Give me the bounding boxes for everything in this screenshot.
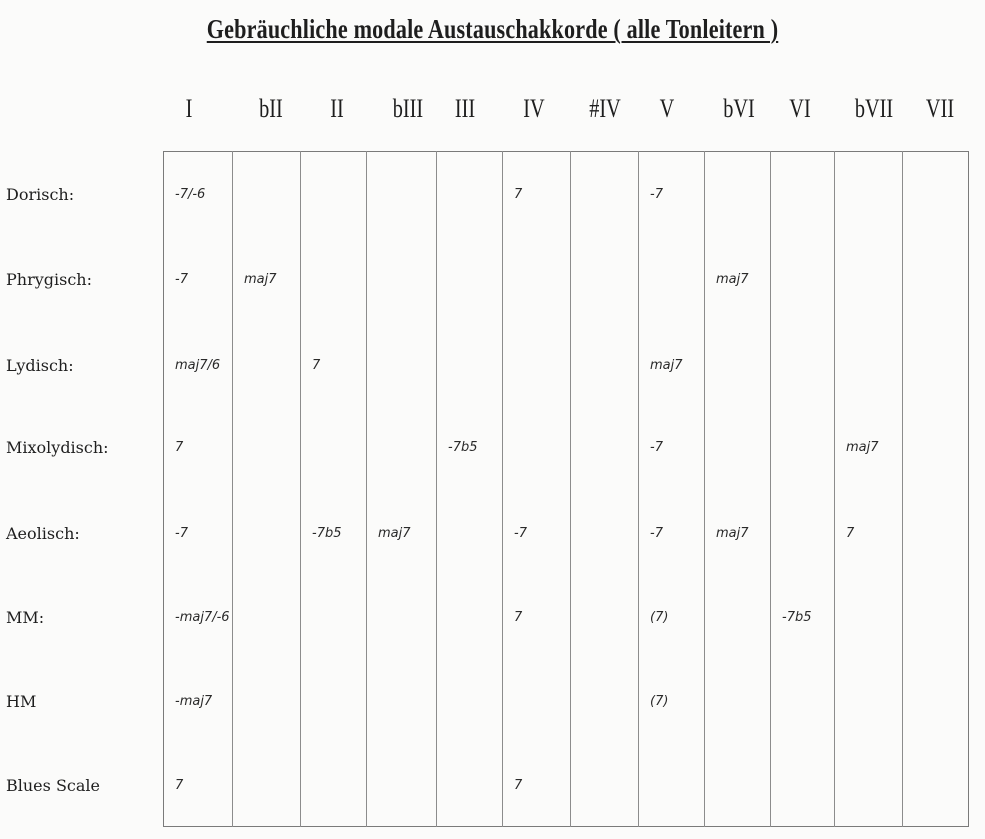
column-header: #IV [589,94,621,123]
column-divider [366,151,367,827]
column-divider [232,151,233,827]
chord-cell: maj7 [716,526,749,541]
column-divider [300,151,301,827]
chord-cell: -7 [175,526,188,541]
chord-cell: maj7 [846,440,879,455]
column-header: bVII [854,94,894,123]
column-header: V [659,94,675,123]
column-divider [834,151,835,827]
column-divider [436,151,437,827]
chord-cell: maj7 [378,526,411,541]
chord-cell: -7 [175,272,188,287]
column-header: IV [523,94,545,123]
chord-table [163,151,969,827]
row-label: Phrygisch: [6,270,92,289]
chord-cell: maj7 [716,272,749,287]
chord-cell: -7b5 [448,440,478,455]
chord-cell: maj7 [244,272,277,287]
column-header: I [185,94,193,123]
chord-cell: 7 [514,778,523,793]
column-divider [570,151,571,827]
chord-cell: -7 [650,440,663,455]
column-header: VI [789,94,811,123]
chord-cell: -7 [650,526,663,541]
row-label: MM: [6,608,45,627]
chord-cell: -maj7/-6 [175,610,230,625]
row-label: Blues Scale [6,776,100,795]
column-divider [770,151,771,827]
column-header: II [330,94,344,123]
chord-cell: 7 [514,610,523,625]
row-label: Dorisch: [6,185,75,204]
chord-cell: 7 [175,440,184,455]
row-label: Mixolydisch: [6,438,109,457]
chord-cell: 7 [312,358,321,373]
chord-cell: 7 [846,526,855,541]
row-label: Lydisch: [6,356,74,375]
chord-cell: (7) [650,610,669,625]
chord-cell: 7 [175,778,184,793]
chord-cell: -7/-6 [175,187,206,202]
chord-cell: -maj7 [175,694,213,709]
chord-cell: -7b5 [782,610,812,625]
column-divider [638,151,639,827]
column-divider [704,151,705,827]
chord-cell: 7 [514,187,523,202]
chord-cell: -7b5 [312,526,342,541]
column-header: VII [925,94,955,123]
column-divider [902,151,903,827]
column-divider [502,151,503,827]
row-label: HM [6,692,37,711]
column-header: bIII [392,94,424,123]
row-label: Aeolisch: [6,524,80,543]
chord-cell: maj7 [650,358,683,373]
chord-cell: maj7/6 [175,358,221,373]
chord-cell: -7 [514,526,527,541]
chord-cell: -7 [650,187,663,202]
column-header: bVI [723,94,755,123]
chord-cell: (7) [650,694,669,709]
column-header: III [454,94,476,123]
page-title: Gebräuchliche modale Austauschakkorde ( alle Tonleitern ) [206,14,779,44]
column-header: bII [259,94,283,123]
